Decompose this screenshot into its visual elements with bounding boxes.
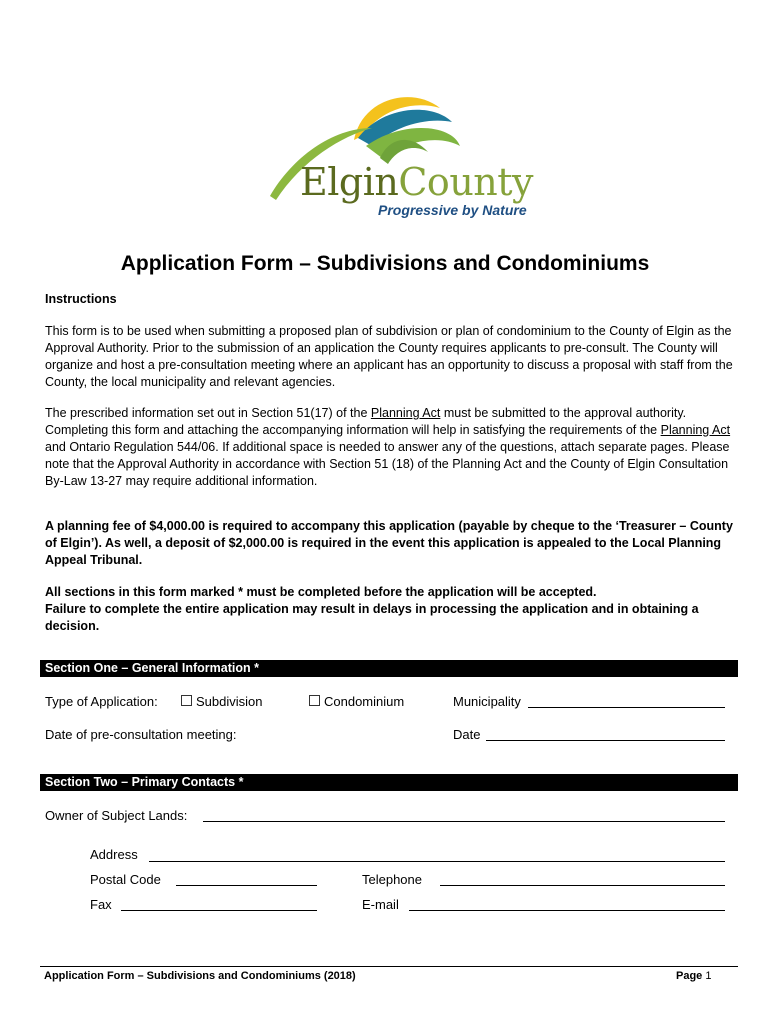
- paragraph-2-text-c: and Ontario Regulation 544/06. If additional space is needed to answer any of the questions, attach separate pages. Please note that the Approval Authority in accordance with Section 51 (18) of the Planning Act and the County of Elgin Consultation By-Law 13-27 may require additional information.: [45, 440, 730, 488]
- preconsultation-date-label: Date of pre-consultation meeting:: [45, 727, 237, 742]
- page-label: Page: [676, 970, 703, 982]
- municipality-field[interactable]: [528, 707, 725, 708]
- telephone-field[interactable]: [440, 885, 725, 886]
- required-line-2: Failure to complete the entire application may result in delays in processing the application and in obtaining a decision.: [45, 602, 699, 633]
- paragraph-2-text-a: The prescribed information set out in Section 51(17) of the: [45, 406, 371, 420]
- address-label: Address: [90, 847, 138, 862]
- subdivision-option[interactable]: [181, 694, 263, 709]
- email-field[interactable]: [409, 910, 725, 911]
- logo-wordmark: [300, 160, 533, 204]
- required-paragraph: [45, 584, 745, 635]
- section-one-header: Section One – General Information *: [40, 660, 738, 677]
- municipality-label: Municipality: [453, 694, 521, 709]
- owner-label: Owner of Subject Lands:: [45, 808, 188, 823]
- postal-code-label: Postal Code: [90, 872, 161, 887]
- date-field[interactable]: [486, 740, 725, 741]
- telephone-label: Telephone: [362, 872, 422, 887]
- email-label: E-mail: [362, 897, 399, 912]
- subdivision-checkbox[interactable]: [181, 695, 192, 706]
- type-of-application-label: Type of Application:: [45, 694, 158, 709]
- footer-form-title: Application Form – Subdivisions and Condominiums (2018): [44, 970, 356, 982]
- logo-tagline: Progressive by Nature: [378, 202, 527, 218]
- page-title: Application Form – Subdivisions and Condominiums: [120, 252, 650, 275]
- postal-code-field[interactable]: [176, 885, 317, 886]
- page-number: 1: [705, 970, 712, 982]
- owner-field[interactable]: [203, 821, 725, 822]
- condominium-label: Condominium: [324, 694, 405, 709]
- logo-word-county: County: [398, 160, 533, 204]
- footer-divider: [40, 966, 738, 967]
- condominium-option[interactable]: [309, 694, 404, 709]
- paragraph-2-text-b: must be submitted to the approval authority. Completing this form and attaching the accompanying information will help in satisfying the requirements of the: [45, 406, 687, 437]
- address-field[interactable]: [149, 861, 725, 862]
- fax-label: Fax: [90, 897, 112, 912]
- instructions-paragraph-1: This form is to be used when submitting a proposed plan of subdivision or plan of condominium to the County of Elgin as the Approval Authority. Prior to the submission of an application the County requires applicants to pre-consult. The County will organize and host a pre-consultation meeting where an applicant has an opportunity to discuss a proposal with staff from the County, the local municipality and relevant agencies.: [45, 324, 733, 389]
- instructions-paragraph-2: [45, 405, 745, 490]
- planning-act-link-1[interactable]: Planning Act: [370, 406, 441, 420]
- instructions-heading: Instructions: [45, 292, 117, 306]
- planning-act-link-2[interactable]: Planning Act: [660, 423, 731, 437]
- footer-page-number: [676, 970, 711, 982]
- logo-word-elgin: Elgin: [300, 160, 399, 204]
- fee-paragraph: A planning fee of $4,000.00 is required to accompany this application (payable by cheque to the ‘Treasurer – County of Elgin’). As well, a deposit of $2,000.00 is required in the event this application is appealed to the Local Planning Appeal Tribunal.: [45, 519, 733, 567]
- fax-field[interactable]: [121, 910, 317, 911]
- subdivision-label: Subdivision: [196, 694, 263, 709]
- condominium-checkbox[interactable]: [309, 695, 320, 706]
- date-label: Date: [453, 727, 481, 742]
- required-line-1: All sections in this form marked * must be completed before the application will be accepted.: [45, 585, 597, 599]
- section-two-header: Section Two – Primary Contacts *: [40, 774, 738, 791]
